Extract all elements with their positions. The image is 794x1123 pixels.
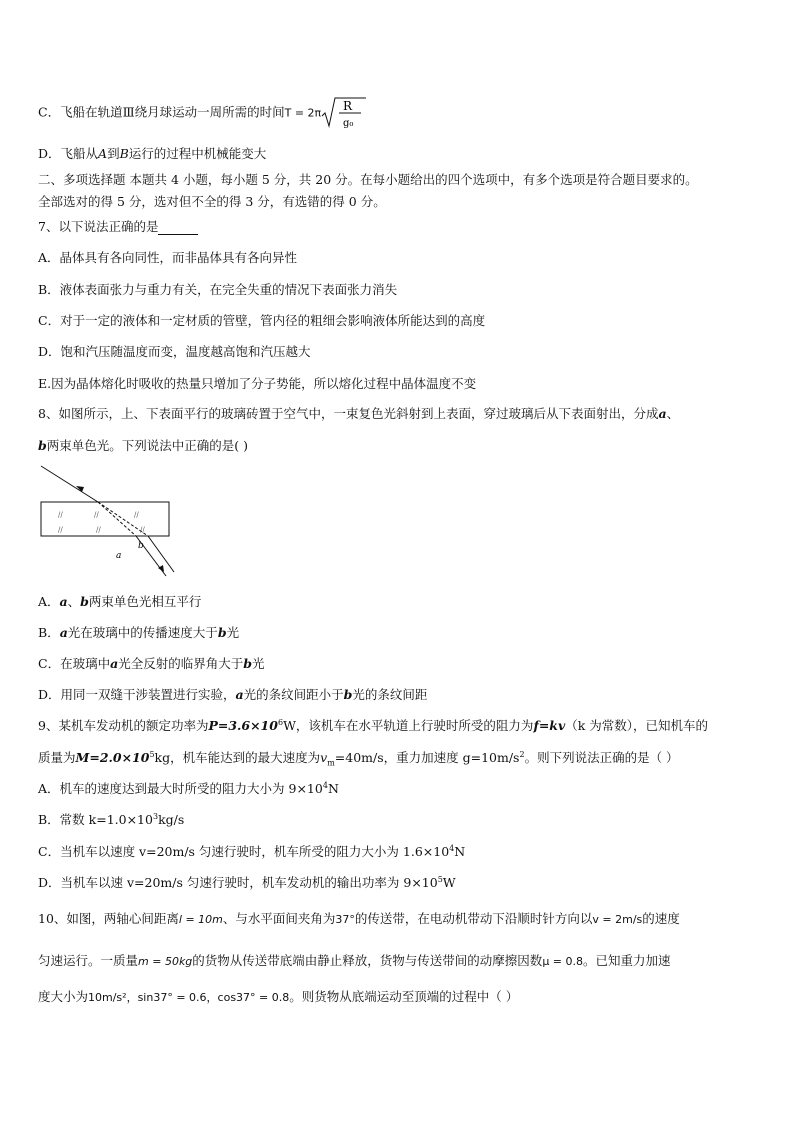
q8-stem2-text: 两束单色光。下列说法中正确的是( ): [46, 438, 248, 453]
q8-option-b: [38, 625, 239, 641]
q7-stem-text: 7、以下说法正确的是: [38, 219, 159, 234]
svg-text://: //: [96, 526, 101, 534]
q9-s1-w: W: [283, 718, 296, 733]
q10-s3-g: 10m/s²: [88, 991, 127, 1004]
q9-s2-kg: kg，机车能达到的最大速度为: [154, 750, 321, 765]
q10-s3-cos: ，cos37° = 0.8: [206, 991, 290, 1004]
q6-option-c-text: C．飞船在轨道Ⅲ绕月球运动一周所需的时间: [38, 104, 285, 120]
q10-s1-pre: 10、如图，两轴心间距离: [38, 911, 179, 926]
q9-option-b: [38, 812, 184, 828]
q8-a-pre: A．: [38, 594, 60, 609]
section2-line1: 二、多项选择题 本题共 4 小题，每小题 5 分，共 20 分。在每小题给出的四个选项中，有多个选项是符合题目要求的。: [38, 172, 698, 187]
q6-option-c: [38, 96, 367, 130]
q9-c-exp: 4: [449, 843, 455, 853]
q8-a-b: b: [80, 594, 89, 609]
q8-b-a: a: [59, 625, 68, 640]
q6-d-mid: 到: [107, 146, 120, 161]
q9-s2-mexp: 5: [149, 749, 155, 759]
q8-stem-line2: [38, 438, 248, 454]
q8-d-a: a: [235, 687, 244, 702]
q6-option-d: [38, 146, 266, 162]
q10-s3-sin: ，sin37° = 0.6: [126, 991, 207, 1004]
q9-b-text: B．常数 k=1.0×10: [38, 812, 153, 827]
q6-d-a: A: [98, 146, 108, 161]
q10-s2-mu: μ = 0.8: [542, 955, 584, 968]
q8-a-mid: 、: [67, 594, 81, 609]
q9-s2-end: 。则下列说法正确的是（ ）: [524, 750, 679, 765]
q10-s1-l: l = 10m: [178, 913, 223, 926]
q9-s1-f: f=kv: [533, 718, 566, 733]
q8-stem1-end: 、: [666, 406, 680, 421]
q8-stem1-a: a: [658, 406, 667, 421]
q9-c-text: C．当机车以速度 v=20m/s 匀速行驶时，机车所受的阻力大小为 1.6×10: [38, 844, 450, 859]
q8-b-b: b: [217, 625, 227, 640]
svg-text://: //: [58, 526, 63, 534]
q8-stem1-text: 8、如图所示，上、下表面平行的玻璃砖置于空气中，一束复色光斜射到上表面，穿过玻璃后从下表面射出，分成: [38, 406, 659, 421]
q8-c-mid: 光全反射的临界角大于: [118, 656, 244, 671]
q8-option-d: [38, 687, 427, 703]
q9-s2-vmsub: m: [327, 758, 335, 768]
q9-s2-pre: 质量为: [38, 750, 76, 765]
sqrt-symbol: [321, 96, 367, 130]
q7-option-c: C．对于一定的液体和一定材质的管壁，管内径的粗细会影响液体所能达到的高度: [38, 313, 486, 328]
q7-option-d: D．饱和汽压随温度而变，温度越高饱和汽压越大: [38, 344, 311, 359]
q10-s3-pre: 度大小为: [38, 989, 89, 1004]
q6-frac-den: g₀: [343, 118, 354, 129]
q8-b-post: 光: [226, 625, 240, 640]
q9-s2-vm: v: [320, 750, 328, 765]
q9-c-unit: N: [454, 844, 466, 859]
q9-d-exp: 5: [437, 874, 443, 884]
q10-s1-angle: 37°: [335, 913, 355, 926]
q10-stem-line2: [38, 953, 671, 970]
q10-s3-end: 。则货物从底端运动至顶端的过程中（ ）: [289, 989, 519, 1004]
fig-label-b: b: [138, 541, 144, 551]
q9-s1-p: P=3.6×10: [208, 718, 278, 733]
q10-s2-pre: 匀速运行。一质量: [38, 953, 139, 968]
q9-option-d: [38, 875, 456, 891]
q7-option-b: B．液体表面张力与重力有关，在完全失重的情况下表面张力消失: [38, 282, 398, 297]
svg-text://: //: [140, 526, 145, 534]
q8-b-pre: B．: [38, 625, 60, 640]
glass-brick-diagram: [36, 462, 176, 588]
q9-s1-pre: 9、某机车发动机的额定功率为: [38, 718, 209, 733]
q6-frac-num: R: [343, 99, 353, 113]
q8-c-b: b: [243, 656, 252, 671]
svg-text://: //: [94, 511, 99, 519]
q6-d-prefix: D．飞船从: [38, 146, 99, 161]
svg-text://: //: [134, 511, 139, 519]
answer-blank: [158, 222, 198, 235]
q8-d-post: 光的条纹间距: [352, 687, 428, 702]
q9-a-unit: N: [327, 781, 339, 796]
q8-c-a: a: [110, 656, 119, 671]
q9-option-c: [38, 844, 465, 860]
q10-s1-end: 的速度: [642, 911, 680, 926]
q9-stem-line2: [38, 750, 679, 766]
q9-d-text: D．当机车以速 v=20m/s 匀速行驶时，机车发动机的输出功率为 9×10: [38, 875, 438, 890]
q10-s2-mid: 的货物从传送带底端由静止释放，货物与传送带间的动摩擦因数: [192, 953, 543, 968]
q9-stem-line1: [38, 718, 708, 734]
q10-s1-mid2: 的传送带，在电动机带动下沿顺时针方向以: [354, 911, 593, 926]
q8-a-post: 两束单色光相互平行: [88, 594, 202, 609]
svg-text://: //: [58, 511, 63, 519]
q8-d-b: b: [343, 687, 353, 702]
q8-stem-line1: [38, 406, 679, 422]
q6-d-b: B: [119, 146, 129, 161]
q9-s2-vmval: =40m/s: [334, 750, 384, 765]
q7-option-e: E.因为晶体熔化时吸收的热量只增加了分子势能，所以熔化过程中晶体温度不变: [38, 376, 477, 391]
q9-d-unit: W: [442, 875, 456, 890]
q8-stem2-b: b: [38, 438, 47, 453]
fig-label-a: a: [116, 551, 122, 561]
q9-s1-pexp: 6: [277, 717, 284, 727]
section2-line2: 全部选对的得 5 分，选对但不全的得 3 分，有选错的得 0 分。: [38, 194, 386, 209]
q9-a-text: A．机车的速度达到最大时所受的阻力大小为 9×10: [38, 781, 323, 796]
q9-s1-mid: ，该机车在水平轨道上行驶时所受的阻力为: [295, 718, 534, 733]
q10-s1-v: v = 2m/s: [592, 913, 643, 926]
q6-d-suffix: 运行的过程中机械能变大: [128, 146, 267, 161]
q8-option-c: [38, 656, 264, 672]
q10-s2-end: 。已知重力加速: [583, 953, 671, 968]
q8-option-a: [38, 594, 201, 610]
q6-formula-prefix: T = 2π: [284, 106, 322, 120]
q8-b-mid: 光在玻璃中的传播速度大于: [67, 625, 218, 640]
q10-stem-line1: [38, 911, 680, 928]
q10-s1-mid: 、与水平面间夹角为: [222, 911, 336, 926]
q9-b-unit: kg/s: [158, 812, 185, 827]
q9-option-a: [38, 781, 339, 797]
q8-a-a: a: [59, 594, 68, 609]
q9-s2-g: ，重力加速度 g=10m/s: [383, 750, 520, 765]
q9-s2-m: M=2.0×10: [75, 750, 150, 765]
q9-b-exp: 3: [152, 811, 159, 821]
q8-d-mid: 光的条纹间距小于: [243, 687, 344, 702]
q7-option-a: A．晶体具有各向同性，而非晶体具有各向异性: [38, 250, 298, 265]
q8-c-pre: C．在玻璃中: [38, 656, 111, 671]
q7-stem: [38, 219, 198, 235]
q9-a-exp: 4: [322, 780, 328, 790]
q8-d-pre: D．用同一双缝干涉装置进行实验，: [38, 687, 236, 702]
q9-s1-k: （k 为常数），已知机车的: [565, 718, 709, 733]
q10-stem-line3: [38, 989, 518, 1006]
q10-s2-m: m = 50kg: [138, 955, 193, 968]
q8-c-post: 光: [251, 656, 265, 671]
q9-s2-gexp: 2: [519, 749, 525, 759]
